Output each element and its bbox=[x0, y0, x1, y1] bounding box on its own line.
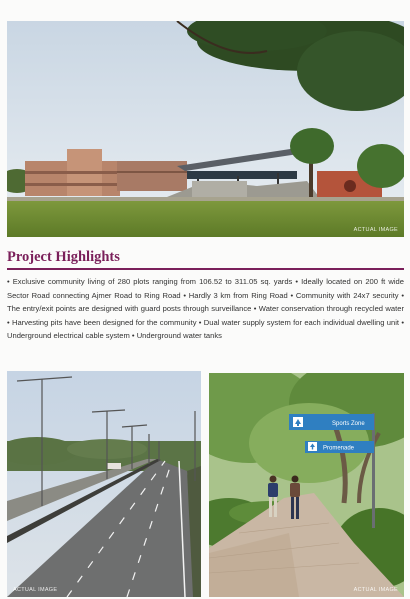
promenade-sign: Promenade bbox=[323, 445, 355, 452]
actual-image-caption: ACTUAL IMAGE bbox=[13, 587, 58, 593]
section-title: Project Highlights bbox=[7, 249, 120, 265]
campus-illustration bbox=[7, 21, 404, 237]
actual-image-caption: ACTUAL IMAGE bbox=[353, 227, 398, 233]
sports-zone-sign: Sports Zone bbox=[332, 421, 365, 427]
campus-photo bbox=[7, 21, 404, 237]
highlights-text: • Exclusive community living of 280 plots ranging from 106.52 to 311.05 sq. yards • Ideally located on 200 ft wide Sector Road connecting Ajmer Road to Ring Road • Hardly 3 km from Ring Road • Community with 24x7 security • The entry/exit points are designed with guard posts through surveillance • Water conservation through recycled water • Harvesting pits have been designed for the community • Dual water supply system for each individual dwelling unit • Underground electrical cable system • Underground water tanks bbox=[7, 277, 404, 341]
title-divider bbox=[7, 268, 404, 270]
actual-image-caption: ACTUAL IMAGE bbox=[353, 587, 398, 593]
park-photo bbox=[209, 373, 404, 597]
park-illustration bbox=[209, 373, 404, 597]
road-illustration bbox=[7, 371, 201, 597]
road-photo bbox=[7, 371, 201, 597]
